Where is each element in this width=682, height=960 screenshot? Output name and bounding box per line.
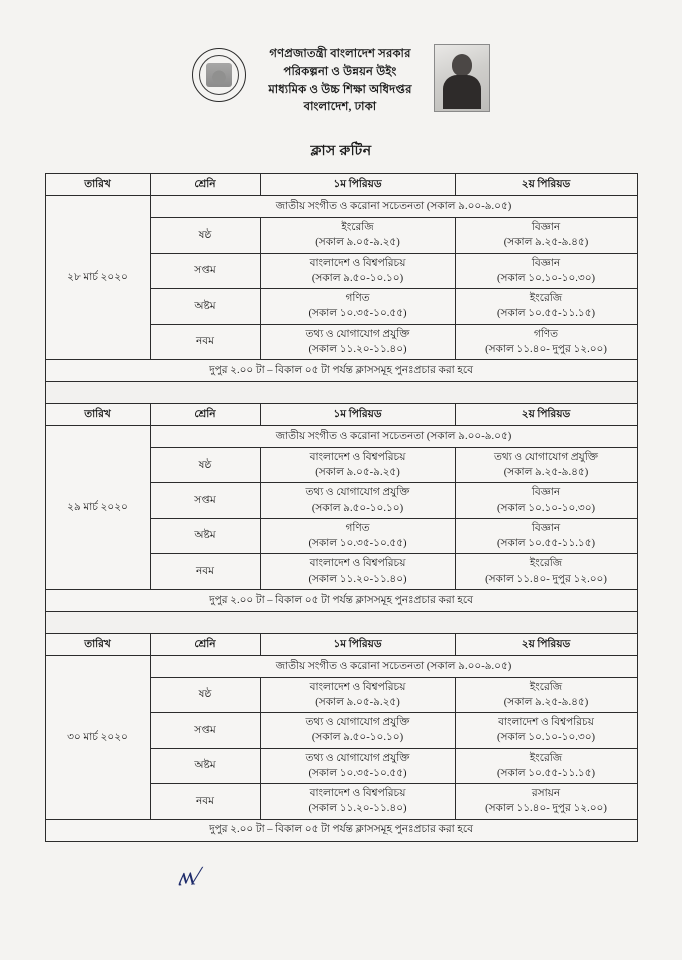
bangabandhu-portrait-image — [434, 44, 490, 112]
period1-subject: তথ্য ও যোগাযোগ প্রযুক্তি — [305, 487, 410, 499]
period1-time: (সকাল ১০.৩৫-১০.৫৫) — [308, 767, 407, 779]
period1-subject: বাংলাদেশ ও বিশ্বপরিচয় — [309, 452, 406, 463]
anthem-row-day1 — [45, 196, 637, 218]
period2-cell — [455, 448, 637, 483]
period1-cell — [260, 554, 455, 589]
col-header-period1: ১ম পিরিয়ড — [260, 174, 455, 196]
col-header-class: শ্রেনি — [150, 174, 260, 196]
period1-subject: বাংলাদেশ ও বিশ্বপরিচয় — [309, 788, 406, 800]
col-header-period1: ১ম পিরিয়ড — [260, 404, 455, 426]
period1-cell — [260, 483, 455, 518]
table-header-row-day3 — [45, 633, 637, 655]
period1-time: (সকাল ১১.২০-১১.৪০) — [308, 343, 407, 355]
signature-area — [0, 842, 682, 898]
gov-line-4: বাংলাদেশ, ঢাকা — [303, 101, 377, 114]
col-header-period2: ২য় পিরিয়ড — [455, 633, 637, 655]
period2-subject: ইংরেজি — [529, 293, 563, 305]
anthem-text-day1: জাতীয় সংগীত ও করোনা সচেতনতা (সকাল ৯.০০-৯.০৫) — [150, 196, 637, 218]
period2-subject: বাংলাদেশ ও বিশ্বপরিচয় — [498, 717, 594, 729]
class-cell: সপ্তম — [150, 253, 260, 288]
class-cell: ষষ্ঠ — [150, 218, 260, 253]
period1-time: (সকাল ৯.৫০-১০.১০) — [311, 502, 404, 514]
anthem-row-day2 — [45, 426, 637, 448]
period2-time: (সকাল ১০.৫৫-১১.১৫) — [496, 308, 596, 320]
date-cell-day1: ২৮ মার্চ ২০২০ — [45, 196, 150, 360]
period1-subject: ইংরেজি — [341, 222, 374, 234]
period2-cell — [455, 518, 637, 553]
col-header-period2: ২য় পিরিয়ড — [455, 404, 637, 426]
class-cell: ষষ্ঠ — [150, 448, 260, 483]
period2-cell — [455, 324, 637, 359]
period2-time: (সকাল ১০.৫৫-১১.১৫) — [496, 538, 596, 550]
class-cell: সপ্তম — [150, 713, 260, 748]
period1-cell — [260, 253, 455, 288]
period2-time: (সকাল ১০.১০-১০.৩০) — [496, 272, 596, 284]
period2-subject: ইংরেজি — [529, 558, 563, 570]
period1-cell — [260, 784, 455, 819]
seal-emblem — [206, 63, 232, 87]
period1-time: (সকাল ৯.০৫-৯.২৫) — [315, 696, 400, 708]
day-note-text: দুপুর ২.০০ টা – বিকাল ০৫ টা পর্যন্ত ক্লাসসমূহ পুনঃপ্রচার করা হবে — [45, 819, 637, 841]
col-header-class: শ্রেনি — [150, 633, 260, 655]
period1-cell — [260, 324, 455, 359]
portrait-head — [452, 54, 472, 76]
document-header — [0, 0, 682, 117]
day-note-row-day1 — [45, 360, 637, 382]
anthem-text-day3: জাতীয় সংগীত ও করোনা সচেতনতা (সকাল ৯.০০-৯.০৫) — [150, 655, 637, 677]
col-header-date: তারিখ — [45, 174, 150, 196]
period2-cell — [455, 218, 637, 253]
period1-time: (সকাল ১১.২০-১১.৪০) — [308, 573, 407, 585]
period2-cell — [455, 784, 637, 819]
period2-time: (সকাল ১০.১০-১০.৩০) — [496, 502, 596, 514]
period2-subject: বিজ্ঞান — [531, 487, 561, 499]
period1-time: (সকাল ১০.৩৫-১০.৫৫) — [308, 308, 407, 320]
period2-cell — [455, 253, 637, 288]
period1-subject: বাংলাদেশ ও বিশ্বপরিচয় — [309, 681, 406, 693]
table-header-row-day2 — [45, 404, 637, 426]
section-gap — [45, 382, 637, 404]
anthem-row-day3 — [45, 655, 637, 677]
gov-line-3: মাধ্যমিক ও উচ্চ শিক্ষা অধিদপ্তর — [268, 83, 412, 96]
period2-cell — [455, 677, 637, 712]
period2-time: (সকাল ১১.৪০- দুপুর ১২.০০) — [485, 803, 607, 815]
period1-cell — [260, 218, 455, 253]
day-note-row-day2 — [45, 589, 637, 611]
gov-line-2: পরিকল্পনা ও উন্নয়ন উইং — [283, 65, 397, 78]
day-note-text: দুপুর ২.০০ টা – বিকাল ০৫ টা পর্যন্ত ক্লাসসমূহ পুনঃপ্রচার করা হবে — [45, 360, 637, 382]
period2-subject: ইংরেজি — [529, 681, 563, 693]
government-seal-icon — [192, 48, 246, 102]
period2-subject: গণিত — [533, 328, 559, 340]
period2-cell — [455, 483, 637, 518]
period2-subject: বিজ্ঞান — [531, 222, 561, 234]
period2-time: (সকাল ৯.২৫-৯.৪৫) — [503, 696, 589, 708]
period2-time: (সকাল ১০.৫৫-১১.১৫) — [496, 767, 596, 779]
period1-subject: বাংলাদেশ ও বিশ্বপরিচয় — [309, 257, 406, 269]
col-header-class: শ্রেনি — [150, 404, 260, 426]
table-header-row-day1 — [45, 174, 637, 196]
class-cell: নবম — [150, 784, 260, 819]
anthem-text-day2: জাতীয় সংগীত ও করোনা সচেতনতা (সকাল ৯.০০-৯.০৫) — [150, 426, 637, 448]
period1-subject: তথ্য ও যোগাযোগ প্রযুক্তি — [305, 328, 410, 340]
period2-subject: বিজ্ঞান — [531, 522, 561, 534]
class-cell: অষ্টম — [150, 289, 260, 324]
class-cell: ষষ্ঠ — [150, 677, 260, 712]
period1-subject: বাংলাদেশ ও বিশ্বপরিচয় — [309, 558, 406, 570]
period1-time: (সকাল ১১.২০-১১.৪০) — [308, 803, 407, 815]
period1-subject: গণিত — [345, 293, 370, 305]
col-header-period1: ১ম পিরিয়ড — [260, 633, 455, 655]
period2-cell — [455, 554, 637, 589]
col-header-date: তারিখ — [45, 404, 150, 426]
day-note-text: দুপুর ২.০০ টা – বিকাল ০৫ টা পর্যন্ত ক্লাসসমূহ পুনঃপ্রচার করা হবে — [45, 589, 637, 611]
period1-cell — [260, 289, 455, 324]
period1-time: (সকাল ৯.০৫-৯.২৫) — [315, 467, 400, 479]
section-gap — [45, 611, 637, 633]
period1-time: (সকাল ৯.০৫-৯.২৫) — [315, 237, 400, 249]
period2-subject: রসায়ন — [531, 788, 561, 800]
period2-cell — [455, 748, 637, 783]
period1-subject: তথ্য ও যোগাযোগ প্রযুক্তি — [305, 752, 410, 764]
period1-subject: গণিত — [345, 522, 370, 534]
period2-time: (সকাল ১১.৪০- দুপুর ১২.০০) — [485, 573, 607, 585]
class-cell: অষ্টম — [150, 518, 260, 553]
gov-line-1: গণপ্রজাতন্ত্রী বাংলাদেশ সরকার — [269, 48, 411, 60]
col-header-date: তারিখ — [45, 633, 150, 655]
period1-cell — [260, 748, 455, 783]
period2-cell — [455, 713, 637, 748]
class-cell: নবম — [150, 324, 260, 359]
period2-cell — [455, 289, 637, 324]
period1-subject: তথ্য ও যোগাযোগ প্রযুক্তি — [305, 717, 410, 729]
period2-time: (সকাল ১১.৪০- দুপুর ১২.০০) — [485, 343, 607, 355]
period2-time: (সকাল ৯.২৫-৯.৪৫) — [503, 467, 589, 479]
class-cell: নবম — [150, 554, 260, 589]
period1-cell — [260, 518, 455, 553]
period2-subject: বিজ্ঞান — [531, 257, 561, 269]
date-cell-day2: ২৯ মার্চ ২০২০ — [45, 426, 150, 590]
period2-subject: ইংরেজি — [529, 752, 563, 764]
government-heading — [268, 44, 411, 117]
period1-cell — [260, 677, 455, 712]
period1-cell — [260, 713, 455, 748]
period2-time: (সকাল ১০.১০-১০.৩০) — [496, 732, 596, 744]
period2-subject: তথ্য ও যোগাযোগ প্রযুক্তি — [494, 452, 598, 463]
class-routine-table — [45, 173, 638, 841]
period1-time: (সকাল ১০.৩৫-১০.৫৫) — [308, 538, 407, 550]
class-cell: অষ্টম — [150, 748, 260, 783]
day-note-row-day3 — [45, 819, 637, 841]
date-cell-day3: ৩০ মার্চ ২০২০ — [45, 655, 150, 819]
period1-time: (সকাল ৯.৫০-১০.১০) — [311, 272, 404, 284]
page-title: ক্লাস রুটিন — [310, 144, 372, 160]
col-header-period2: ২য় পিরিয়ড — [455, 174, 637, 196]
period1-time: (সকাল ৯.৫০-১০.১০) — [311, 732, 404, 744]
period2-time: (সকাল ৯.২৫-৯.৪৫) — [503, 237, 589, 249]
handwritten-signature: ʍ⁄ — [176, 860, 201, 892]
class-cell: সপ্তম — [150, 483, 260, 518]
period1-cell — [260, 448, 455, 483]
